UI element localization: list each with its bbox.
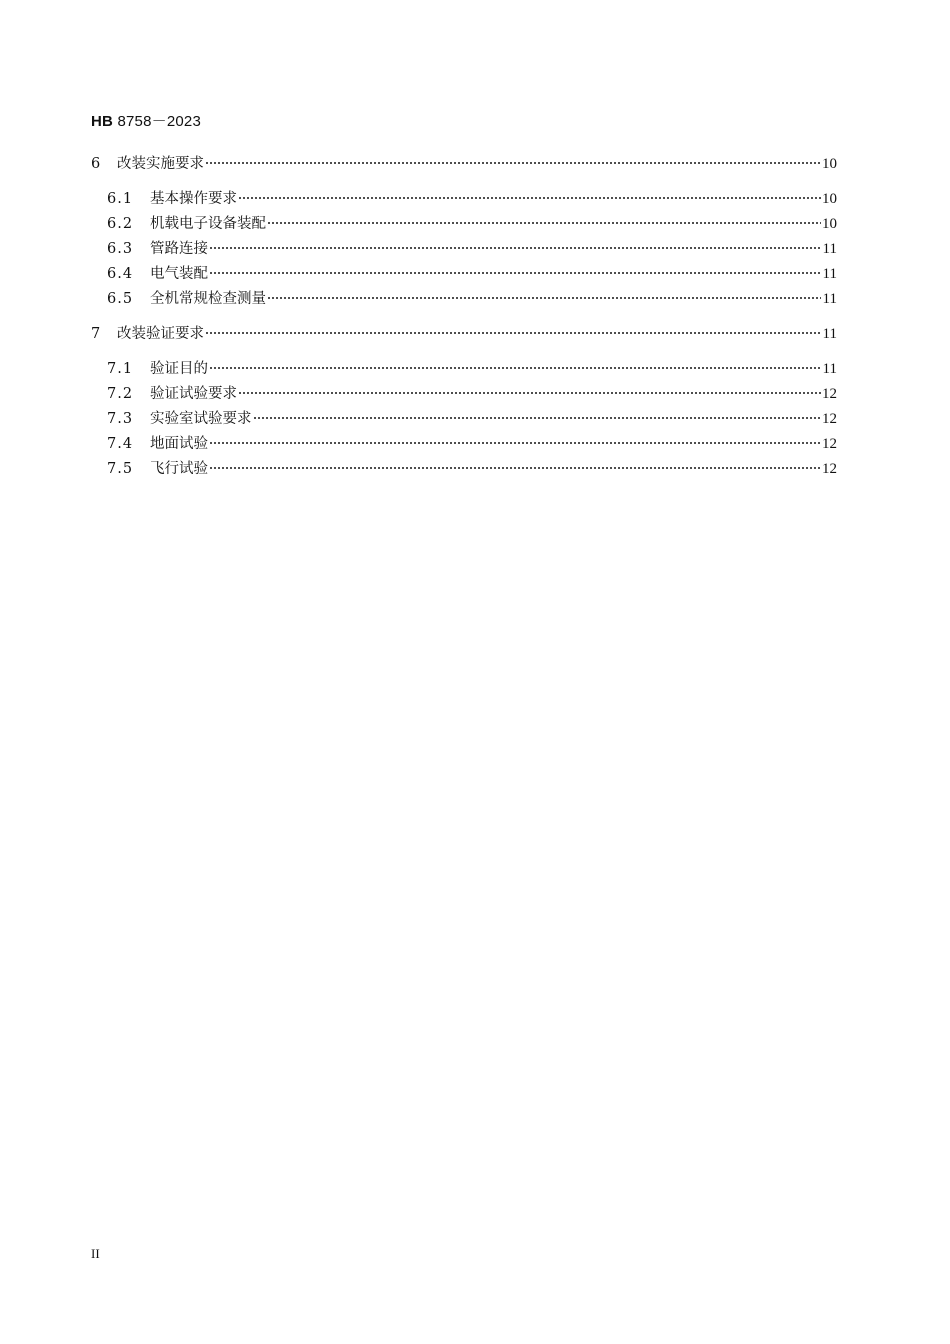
- toc-entry-title: 机载电子设备装配: [150, 216, 266, 232]
- toc-entry-title: 电气装配: [150, 266, 208, 282]
- toc-entry-number: 6.4: [107, 266, 134, 282]
- toc-entry-6-4[interactable]: [91, 262, 837, 287]
- toc-dot-leader: [253, 417, 822, 419]
- standard-number: 8758－2023: [113, 113, 201, 130]
- toc-entry-number: 7.5: [107, 461, 134, 477]
- toc-dot-leader: [209, 272, 821, 274]
- toc-entry-title: 实验室试验要求: [150, 411, 252, 427]
- toc-entry-7-2[interactable]: [91, 382, 837, 407]
- toc-entry-page: 12: [822, 411, 837, 427]
- toc-entry-title: 管路连接: [150, 241, 208, 257]
- toc-entry-number: 6: [91, 156, 102, 172]
- toc-entry-page: 11: [822, 266, 837, 282]
- toc-entry-number: 6.5: [107, 291, 134, 307]
- document-header: [91, 110, 201, 131]
- standard-prefix: HB: [91, 113, 114, 130]
- toc-entry-title: 验证试验要求: [150, 386, 237, 402]
- toc-entry-page: 10: [822, 216, 837, 232]
- toc-entry-title: 改装验证要求: [117, 326, 204, 342]
- page-number: II: [91, 1246, 100, 1261]
- toc-entry-title: 改装实施要求: [117, 156, 204, 172]
- toc-entry-6[interactable]: [91, 152, 837, 177]
- toc-dot-leader: [209, 247, 821, 249]
- toc-entry-title: 验证目的: [150, 361, 208, 377]
- toc-entry-6-2[interactable]: [91, 212, 837, 237]
- toc-dot-leader: [209, 367, 821, 369]
- toc-entry-7-1[interactable]: [91, 357, 837, 382]
- toc-entry-page: 11: [822, 291, 837, 307]
- toc-entry-title: 全机常规检查测量: [150, 291, 266, 307]
- toc-dot-leader: [205, 332, 821, 334]
- toc-dot-leader: [209, 467, 821, 469]
- toc-entry-6-3[interactable]: [91, 237, 837, 262]
- toc-dot-leader: [267, 297, 821, 299]
- toc-entry-7-5[interactable]: [91, 457, 837, 482]
- toc-entry-number: 6.1: [107, 191, 134, 207]
- toc-entry-page: 12: [822, 386, 837, 402]
- toc-entry-page: 12: [822, 436, 837, 452]
- toc-entry-number: 6.3: [107, 241, 134, 257]
- toc-entry-page: 11: [822, 326, 837, 342]
- toc-entry-6-1[interactable]: [91, 187, 837, 212]
- toc-dot-leader: [205, 162, 821, 164]
- toc-entry-number: 7.3: [107, 411, 134, 427]
- toc-entry-number: 7: [91, 326, 102, 342]
- toc-entry-number: 7.4: [107, 436, 134, 452]
- toc-entry-page: 10: [822, 156, 837, 172]
- toc-entry-page: 12: [822, 461, 837, 477]
- toc-entry-6-5[interactable]: [91, 287, 837, 312]
- toc-entry-title: 基本操作要求: [150, 191, 237, 207]
- toc-entry-title: 地面试验: [150, 436, 208, 452]
- toc-entry-page: 11: [822, 241, 837, 257]
- toc-dot-leader: [238, 197, 821, 199]
- toc-entry-page: 11: [822, 361, 837, 377]
- toc-dot-leader: [209, 442, 821, 444]
- toc-entry-number: 7.1: [107, 361, 134, 377]
- toc-entry-7-3[interactable]: [91, 407, 837, 432]
- toc-entry-7-4[interactable]: [91, 432, 837, 457]
- table-of-contents: [91, 152, 837, 482]
- toc-dot-leader: [238, 392, 821, 394]
- toc-entry-title: 飞行试验: [150, 461, 208, 477]
- toc-entry-page: 10: [822, 191, 837, 207]
- toc-entry-number: 7.2: [107, 386, 134, 402]
- toc-dot-leader: [267, 222, 821, 224]
- toc-entry-7[interactable]: [91, 322, 837, 347]
- toc-entry-number: 6.2: [107, 216, 134, 232]
